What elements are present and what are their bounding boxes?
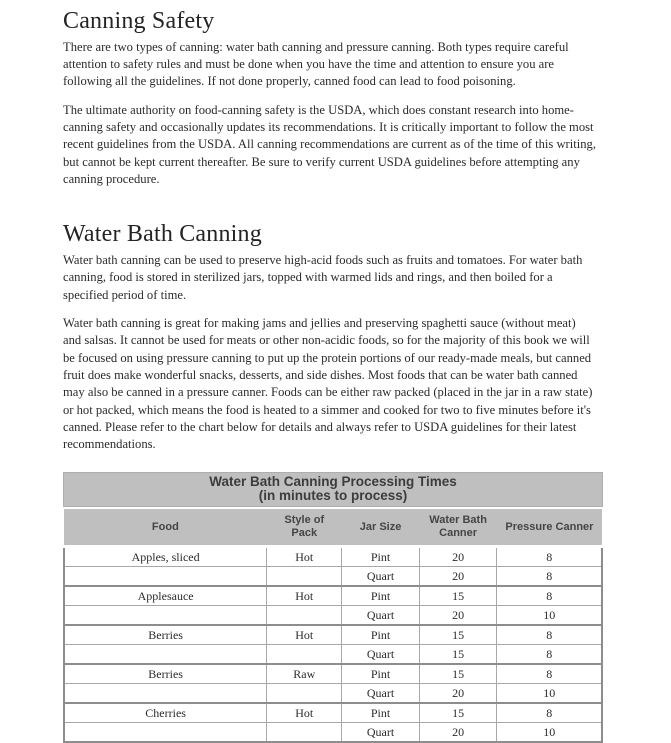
table-cell: 20 (419, 723, 497, 743)
table-cell: 10 (497, 684, 602, 704)
table-cell: Hot (267, 703, 342, 723)
table-cell: 8 (497, 703, 602, 723)
table-cell: Raw (267, 664, 342, 684)
table-cell (64, 567, 267, 587)
paragraph-water-bath-uses: Water bath canning is great for making jams and jellies and preserving spaghetti sauce (without meat) and salsas. It cannot be used for meats or other non-acidic foods, so for the majority of this book we will be focused on using pressure canning to put up the protein portions of our ready-made meals, but canned fruit does make wonderful snacks, desserts, and side dishes. Most foods that can be water bath canned may also be canned in a pressure canner. Foods can be either raw packed (placed in the jar in a raw state) or hot packed, which means the food is heated to a simmer and cooked for two to five minutes before it's canned. Please refer to the chart below for details and always refer to USDA guidelines for their latest recommendations. (63, 316, 593, 452)
paragraph-usda-authority: The ultimate authority on food-canning safety is the USDA, which does constant research into home-canning safety and occasionally updates its recommendations. It is critically important to follow the most recent guidelines from the USDA. All canning recommendations are current as of the time of this writing, but cannot be kept current thereafter. Be sure to verify current USDA guidelines before attempting any canning procedure. (63, 102, 596, 186)
table-cell: Quart (342, 567, 420, 587)
table-title-line1: Water Bath Canning Processing Times (209, 474, 457, 490)
table-cell (267, 606, 342, 626)
table-cell: Applesauce (64, 586, 267, 606)
table-row (64, 606, 602, 626)
column-header: Food (64, 509, 267, 547)
table-cell: 15 (419, 664, 497, 684)
table-cell (64, 645, 267, 665)
table-cell: 15 (419, 645, 497, 665)
table-cell: 15 (419, 586, 497, 606)
column-header: Pressure Canner (497, 509, 602, 547)
table-cell: Hot (267, 625, 342, 645)
table-row (64, 645, 602, 665)
table-cell: Pint (342, 547, 420, 567)
table-row (64, 723, 602, 743)
table-cell: 20 (419, 547, 497, 567)
table-cell (267, 723, 342, 743)
table-cell: 10 (497, 606, 602, 626)
table-cell: 15 (419, 703, 497, 723)
table-cell: 8 (497, 645, 602, 665)
processing-times-grid (63, 509, 603, 743)
table-row (64, 703, 602, 723)
table-cell: Hot (267, 547, 342, 567)
table-cell: Berries (64, 625, 267, 645)
table-body (64, 547, 602, 743)
table-cell: Pint (342, 664, 420, 684)
table-row (64, 547, 602, 567)
table-cell: 8 (497, 586, 602, 606)
table-cell: 10 (497, 723, 602, 743)
table-header-row (64, 509, 602, 547)
table-cell: Cherries (64, 703, 267, 723)
table-cell: Pint (342, 625, 420, 645)
table-cell: Quart (342, 723, 420, 743)
table-cell: Apples, sliced (64, 547, 267, 567)
column-header: Style of Pack (267, 509, 342, 547)
table-cell: 20 (419, 567, 497, 587)
table-cell: Pint (342, 586, 420, 606)
table-cell: Berries (64, 664, 267, 684)
table-cell: Hot (267, 586, 342, 606)
table-row (64, 567, 602, 587)
table-cell: 20 (419, 606, 497, 626)
table-cell: 8 (497, 567, 602, 587)
table-header (64, 509, 602, 547)
column-header: Water Bath Canner (419, 509, 497, 547)
paragraph-canning-types: There are two types of canning: water bath canning and pressure canning. Both types require careful attention to safety rules and must be done when you have the time and attention to ensure you are following all the guidelines. If not done properly, canned food can lead to food poisoning. (63, 39, 569, 89)
table-row (64, 625, 602, 645)
table-title (63, 472, 603, 507)
section-heading-water-bath-canning: Water Bath Canning (63, 221, 262, 248)
table-cell: 20 (419, 684, 497, 704)
table-row (64, 664, 602, 684)
column-header: Jar Size (342, 509, 420, 547)
table-cell: 15 (419, 625, 497, 645)
table-cell (64, 723, 267, 743)
table-cell (64, 684, 267, 704)
table-cell: 8 (497, 547, 602, 567)
section-heading-canning-safety: Canning Safety (63, 8, 215, 34)
table-cell (267, 645, 342, 665)
table-cell: Quart (342, 606, 420, 626)
table-cell: Pint (342, 703, 420, 723)
table-cell: Quart (342, 684, 420, 704)
processing-times-table (63, 472, 603, 743)
table-cell: 8 (497, 625, 602, 645)
table-cell (267, 567, 342, 587)
table-cell: 8 (497, 664, 602, 684)
table-cell (64, 606, 267, 626)
table-cell: Quart (342, 645, 420, 665)
table-title-line2: (in minutes to process) (258, 488, 408, 504)
table-cell (267, 684, 342, 704)
table-row (64, 586, 602, 606)
paragraph-water-bath-intro: Water bath canning can be used to preserve high-acid foods such as fruits and tomatoes. For water bath canning, food is stored in sterilized jars, topped with warmed lids and rings, and then boiled for a specified period of time. (63, 253, 583, 302)
table-row (64, 684, 602, 704)
